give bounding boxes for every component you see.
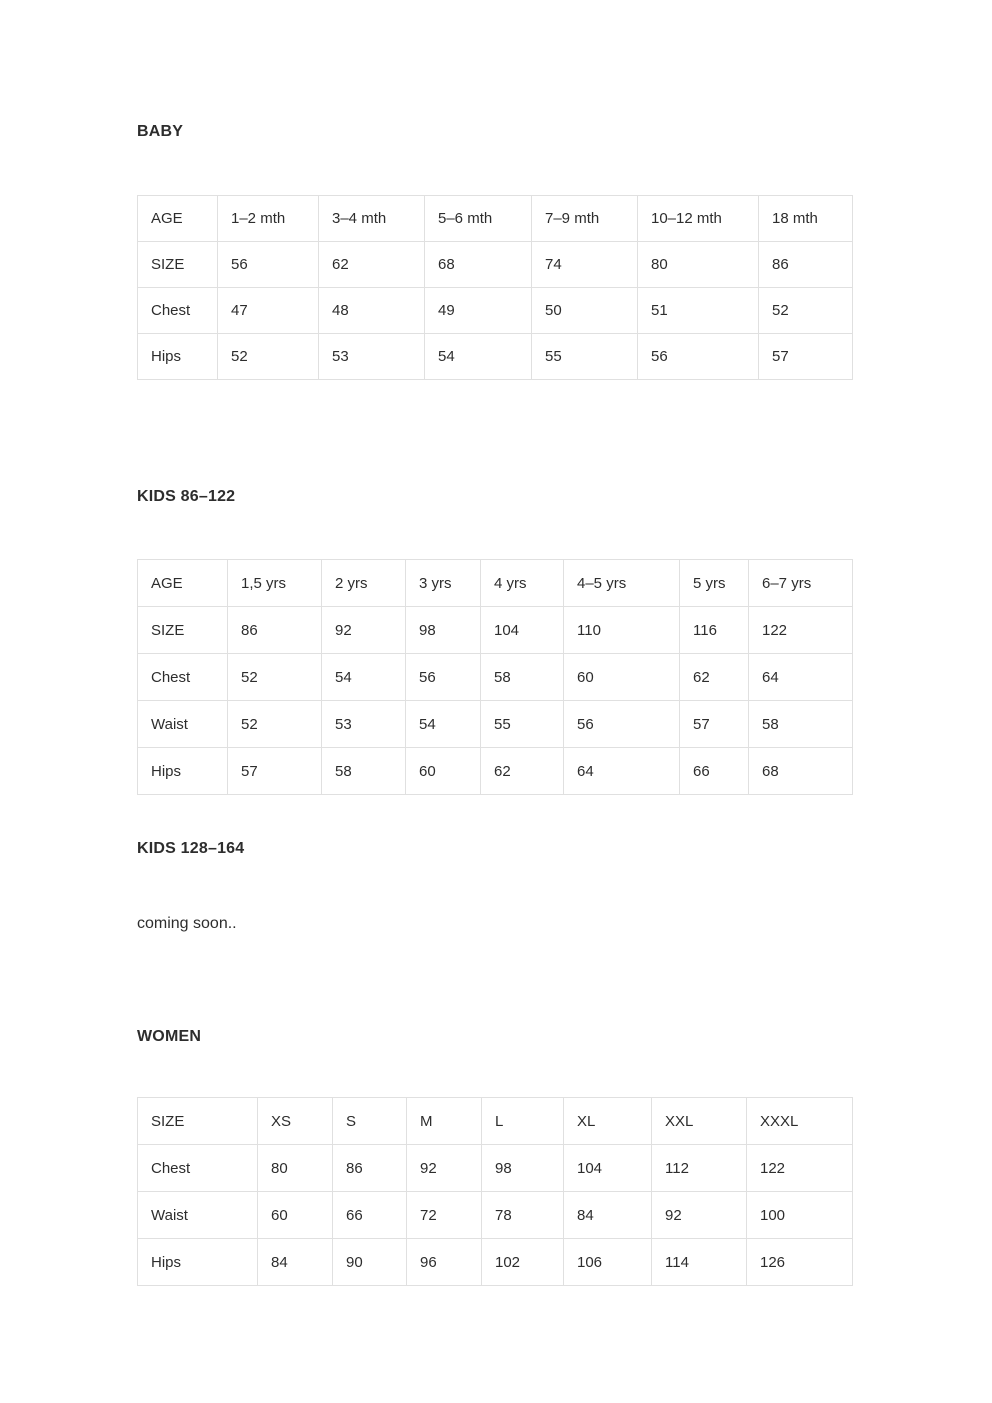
table-cell: 10–12 mth: [638, 196, 759, 242]
table-cell: 3–4 mth: [319, 196, 425, 242]
table-cell: 4 yrs: [481, 560, 564, 607]
table-cell: 62: [481, 748, 564, 795]
table-cell: 78: [482, 1192, 564, 1239]
table-row: [138, 196, 853, 242]
table-cell: AGE: [138, 196, 218, 242]
table-row: [138, 560, 853, 607]
table-row: [138, 288, 853, 334]
table-cell: 90: [333, 1239, 407, 1286]
table-cell: XS: [258, 1098, 333, 1145]
table-cell: 1,5 yrs: [228, 560, 322, 607]
table-cell: 3 yrs: [406, 560, 481, 607]
table-cell: 126: [747, 1239, 853, 1286]
size-table-kids-86-122: [137, 559, 853, 795]
table-cell: 54: [406, 701, 481, 748]
table-row: [138, 701, 853, 748]
table-cell: 18 mth: [759, 196, 853, 242]
table-cell: S: [333, 1098, 407, 1145]
size-guide-page: [137, 0, 852, 1286]
table-cell: 110: [564, 607, 680, 654]
table-cell: 84: [564, 1192, 652, 1239]
table-cell: Hips: [138, 334, 218, 380]
coming-soon-note: coming soon..: [137, 915, 237, 932]
table-cell: 6–7 yrs: [749, 560, 853, 607]
table-cell: 92: [407, 1145, 482, 1192]
table-cell: 64: [749, 654, 853, 701]
table-cell: 51: [638, 288, 759, 334]
table-cell: 122: [747, 1145, 853, 1192]
table-cell: 68: [749, 748, 853, 795]
table-cell: Hips: [138, 1239, 258, 1286]
table-row: [138, 1098, 853, 1145]
table-cell: 58: [481, 654, 564, 701]
table-cell: 84: [258, 1239, 333, 1286]
table-cell: 56: [638, 334, 759, 380]
table-row: [138, 654, 853, 701]
table-cell: 98: [406, 607, 481, 654]
table-cell: 106: [564, 1239, 652, 1286]
table-cell: 56: [564, 701, 680, 748]
table-cell: Waist: [138, 1192, 258, 1239]
table-cell: 4–5 yrs: [564, 560, 680, 607]
table-row: [138, 1239, 853, 1286]
table-cell: 56: [218, 242, 319, 288]
table-cell: 72: [407, 1192, 482, 1239]
table-cell: 53: [322, 701, 406, 748]
table-cell: 104: [564, 1145, 652, 1192]
table-cell: 48: [319, 288, 425, 334]
section-heading-kids-128-164: KIDS 128–164: [137, 840, 245, 857]
table-cell: 98: [482, 1145, 564, 1192]
table-cell: 104: [481, 607, 564, 654]
table-cell: AGE: [138, 560, 228, 607]
table-cell: 60: [258, 1192, 333, 1239]
section-heading-baby: BABY: [137, 123, 184, 140]
table-cell: 52: [759, 288, 853, 334]
table-cell: 58: [322, 748, 406, 795]
table-cell: 47: [218, 288, 319, 334]
table-cell: 86: [228, 607, 322, 654]
table-cell: 57: [228, 748, 322, 795]
table-cell: L: [482, 1098, 564, 1145]
table-cell: Hips: [138, 748, 228, 795]
table-cell: 52: [218, 334, 319, 380]
table-cell: 116: [680, 607, 749, 654]
table-cell: 66: [680, 748, 749, 795]
size-table-women: [137, 1097, 853, 1286]
table-cell: 60: [406, 748, 481, 795]
table-cell: 122: [749, 607, 853, 654]
table-cell: Chest: [138, 288, 218, 334]
table-cell: 80: [258, 1145, 333, 1192]
table-cell: XXXL: [747, 1098, 853, 1145]
section-heading-kids-86-122: KIDS 86–122: [137, 488, 236, 505]
table-cell: 56: [406, 654, 481, 701]
table-cell: 60: [564, 654, 680, 701]
table-cell: 114: [652, 1239, 747, 1286]
table-row: [138, 334, 853, 380]
table-row: [138, 1192, 853, 1239]
table-cell: 100: [747, 1192, 853, 1239]
table-cell: 92: [652, 1192, 747, 1239]
table-cell: Chest: [138, 1145, 258, 1192]
table-cell: 112: [652, 1145, 747, 1192]
table-cell: SIZE: [138, 242, 218, 288]
table-cell: 57: [759, 334, 853, 380]
table-cell: 5 yrs: [680, 560, 749, 607]
table-cell: 49: [425, 288, 532, 334]
table-cell: 58: [749, 701, 853, 748]
table-cell: 74: [532, 242, 638, 288]
table-cell: 55: [532, 334, 638, 380]
table-cell: 54: [425, 334, 532, 380]
table-cell: 68: [425, 242, 532, 288]
table-cell: 62: [680, 654, 749, 701]
table-cell: 102: [482, 1239, 564, 1286]
table-cell: 50: [532, 288, 638, 334]
table-cell: 52: [228, 654, 322, 701]
table-cell: 55: [481, 701, 564, 748]
table-cell: 7–9 mth: [532, 196, 638, 242]
table-cell: 2 yrs: [322, 560, 406, 607]
table-cell: Waist: [138, 701, 228, 748]
table-cell: 53: [319, 334, 425, 380]
size-table-baby: [137, 195, 853, 380]
table-cell: 96: [407, 1239, 482, 1286]
table-cell: 64: [564, 748, 680, 795]
table-cell: SIZE: [138, 1098, 258, 1145]
table-cell: SIZE: [138, 607, 228, 654]
table-cell: 66: [333, 1192, 407, 1239]
table-row: [138, 1145, 853, 1192]
table-cell: 86: [333, 1145, 407, 1192]
table-cell: 92: [322, 607, 406, 654]
table-row: [138, 242, 853, 288]
table-cell: 1–2 mth: [218, 196, 319, 242]
table-cell: 54: [322, 654, 406, 701]
table-row: [138, 748, 853, 795]
table-cell: 5–6 mth: [425, 196, 532, 242]
table-cell: XL: [564, 1098, 652, 1145]
table-cell: 80: [638, 242, 759, 288]
table-cell: 52: [228, 701, 322, 748]
section-heading-women: WOMEN: [137, 1028, 202, 1045]
table-cell: 86: [759, 242, 853, 288]
table-cell: Chest: [138, 654, 228, 701]
table-row: [138, 607, 853, 654]
table-cell: 62: [319, 242, 425, 288]
table-cell: M: [407, 1098, 482, 1145]
table-cell: XXL: [652, 1098, 747, 1145]
table-cell: 57: [680, 701, 749, 748]
